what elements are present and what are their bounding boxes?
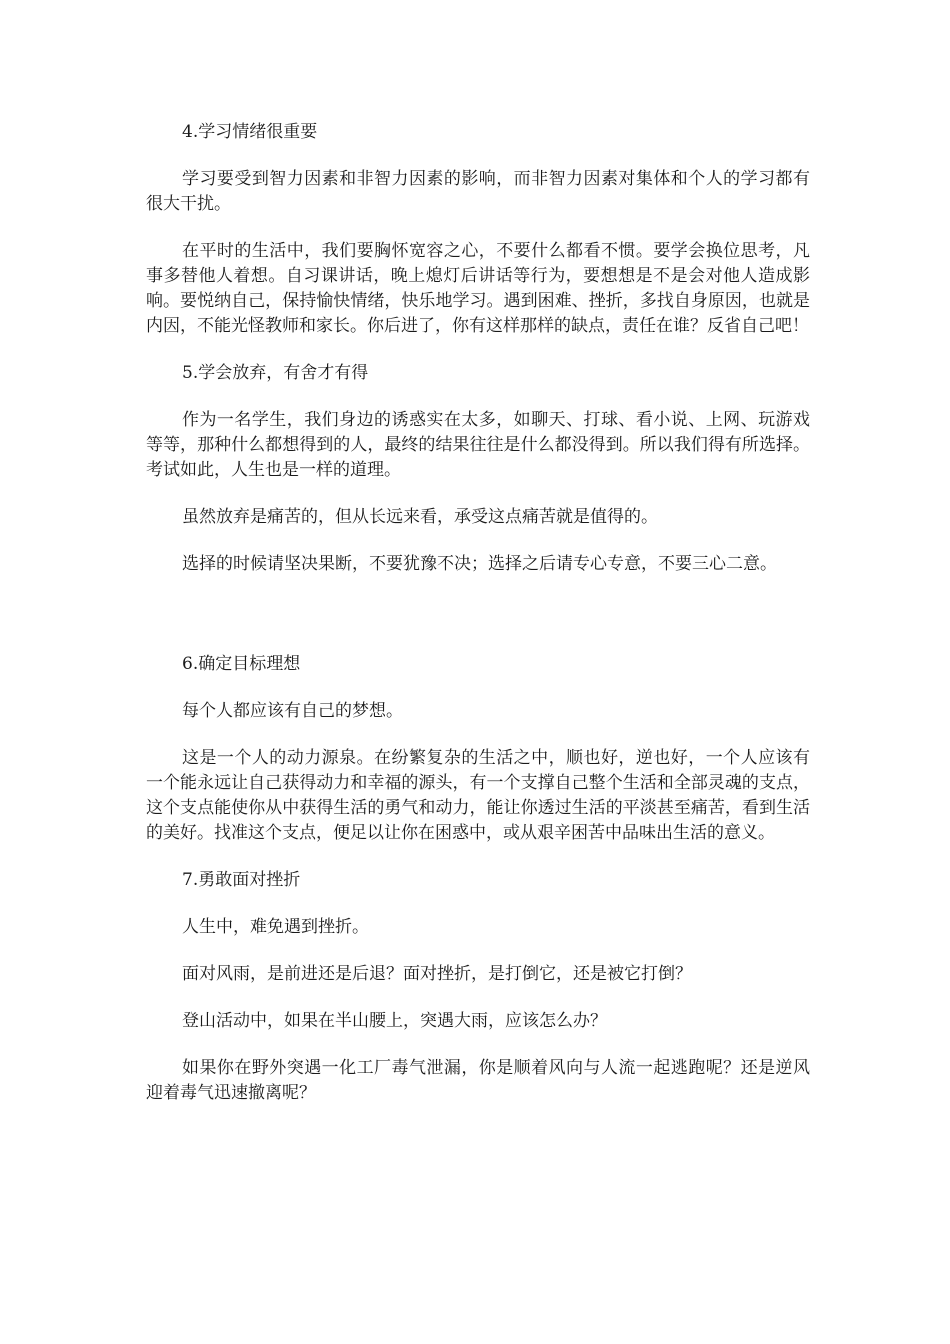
paragraph: 学习要受到智力因素和非智力因素的影响，而非智力因素对集体和个人的学习都有很大干扰。 <box>146 169 810 214</box>
paragraph: 作为一名学生，我们身边的诱惑实在太多，如聊天、打球、看小说、上网、玩游戏等等，那种什么都想得到的人，最终的结果往往是什么都没得到。所以我们得有所选择。考试如此，人生也是一样的道理。 <box>146 410 810 480</box>
paragraph: 每个人都应该有自己的梦想。 <box>182 701 403 721</box>
section-heading: 7.勇敢面对挫折 <box>182 870 301 890</box>
paragraph: 这是一个人的动力源泉。在纷繁复杂的生活之中，顺也好，逆也好，一个人应该有一个能永远让自己获得动力和幸福的源头，有一个支撑自己整个生活和全部灵魂的支点，这个支点能使你从中获得生活的勇气和动力，能让你透过生活的平淡甚至痛苦，看到生活的美好。找准这个支点，便足以让你在困惑中，或从艰辛困苦中品味出生活的意义。 <box>146 748 810 843</box>
paragraph: 面对风雨，是前进还是后退？面对挫折，是打倒它，还是被它打倒？ <box>182 964 692 984</box>
section-heading: 6.确定目标理想 <box>182 654 301 674</box>
paragraph: 人生中，难免遇到挫折。 <box>182 917 369 937</box>
section-heading: 4.学习情绪很重要 <box>182 122 318 142</box>
document-body <box>146 120 810 1128</box>
paragraph: 如果你在野外突遇一化工厂毒气泄漏，你是顺着风向与人流一起逃跑呢？还是逆风迎着毒气迅速撤离呢？ <box>146 1058 810 1103</box>
paragraph: 在平时的生活中，我们要胸怀宽容之心，不要什么都看不惯。要学会换位思考，凡事多替他人着想。自习课讲话，晚上熄灯后讲话等行为，要想想是不是会对他人造成影响。要悦纳自己，保持愉快情绪，快乐地学习。遇到困难、挫折，多找自身原因，也就是内因，不能光怪教师和家长。你后进了，你有这样那样的缺点，责任在谁？反省自己吧！ <box>146 241 810 336</box>
paragraph: 登山活动中，如果在半山腰上，突遇大雨，应该怎么办？ <box>182 1011 607 1031</box>
paragraph: 虽然放弃是痛苦的，但从长远来看，承受这点痛苦就是值得的。 <box>182 507 658 527</box>
paragraph: 选择的时候请坚决果断，不要犹豫不决；选择之后请专心专意，不要三心二意。 <box>182 554 777 574</box>
section-heading: 5.学会放弃，有舍才有得 <box>182 363 369 383</box>
blank-spacer <box>146 599 810 652</box>
